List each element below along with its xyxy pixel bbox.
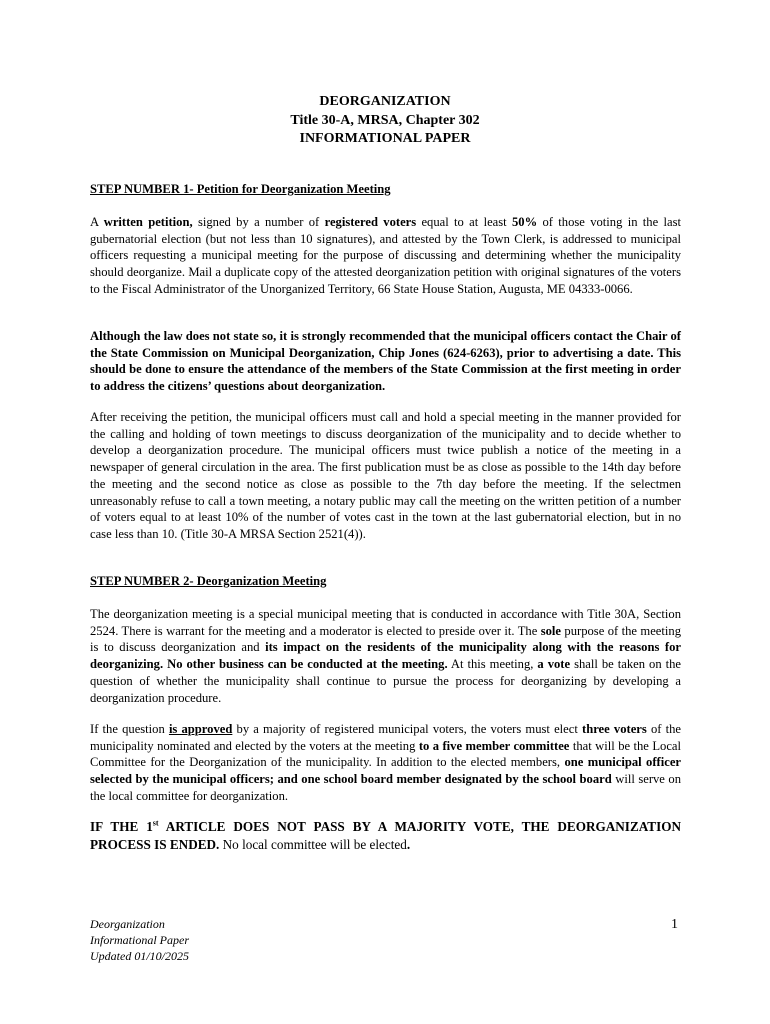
document-title	[0, 93, 770, 149]
page-footer	[90, 916, 189, 964]
final-notice: IF THE 1st ARTICLE DOES NOT PASS BY A MAJORITY VOTE, THE DEORGANIZATION PROCESS IS ENDED. No local committee will be elected.	[90, 818, 681, 852]
step-1-paragraph-3: After receiving the petition, the municipal officers must call and hold a special meeting in the manner provided for the calling and holding of town meetings to discuss deorganization of the municipality and to decide whether to develop a deorganization procedure. The municipal officers must twice publish a notice of the meeting in a newspaper of general circulation in the area. The first publication must be as close as possible to the 14th day before the meeting and the second notice as close as possible to the 7th day before the meeting. If the selectmen unreasonably refuse to call a town meeting, a notary public may call the meeting on the written petition of a number of voters equal to at least 10% of the number of votes cast in the town at the last gubernatorial election, but in no case less than 10. (Title 30-A MRSA Section 2521(4)).	[90, 410, 681, 541]
step-2-heading: STEP NUMBER 2- Deorganization Meeting	[90, 574, 327, 588]
footer-line-3: Updated 01/10/2025	[90, 949, 189, 963]
step-1-paragraph-1: A written petition, signed by a number of registered voters equal to at least 50% of those voting in the last gubernatorial election (but not less than 10 signatures), and attested by the Town Clerk, is addressed to municipal officers requesting a municipal meeting for the purpose of discussing and determining whether the municipality should deorganize. Mail a duplicate copy of the attested deorganization petition with original signatures of the voters to the Fiscal Administrator of the Unorganized Territory, 66 State House Station, Augusta, ME 04333-0066.	[90, 215, 681, 296]
footer-line-2: Informational Paper	[90, 933, 189, 947]
title-line-1: DEORGANIZATION	[319, 94, 451, 109]
title-line-2: Title 30-A, MRSA, Chapter 302	[290, 112, 480, 128]
title-line-3: INFORMATIONAL PAPER	[299, 131, 471, 146]
page-number: 1	[671, 917, 678, 932]
step-2-paragraph-1: The deorganization meeting is a special municipal meeting that is conducted in accordance with Title 30A, Section 2524. There is warrant for the meeting and a moderator is elected to preside over it. The sole purpose of the meeting is to discuss deorganization and its impact on the residents of the municipality along with the reasons for deorganizing. No other business can be conducted at the meeting. At this meeting, a vote shall be taken on the question of whether the municipality shall continue to pursue the process for deorganizing by developing a deorganization procedure.	[90, 607, 682, 705]
step-1-paragraph-2: Although the law does not state so, it is strongly recommended that the municipal officers contact the Chair of the State Commission on Municipal Deorganization, Chip Jones (624-6263), prior to advertising a date. This should be done to ensure the attendance of the members of the State Commission at the first meeting in order to address the citizens’ questions about deorganization.	[90, 329, 681, 394]
step-1-heading: STEP NUMBER 1- Petition for Deorganization Meeting	[90, 182, 391, 196]
step-2-paragraph-2: If the question is approved by a majority of registered municipal voters, the voters must elect three voters of the municipality nominated and elected by the voters at the meeting to a five member committee that will be the Local Committee for the Deorganization of the municipality. In addition to the elected members, one municipal officer selected by the municipal officers; and one school board member designated by the school board will serve on the local committee for deorganization.	[90, 722, 682, 803]
footer-line-1: Deorganization	[90, 917, 165, 931]
